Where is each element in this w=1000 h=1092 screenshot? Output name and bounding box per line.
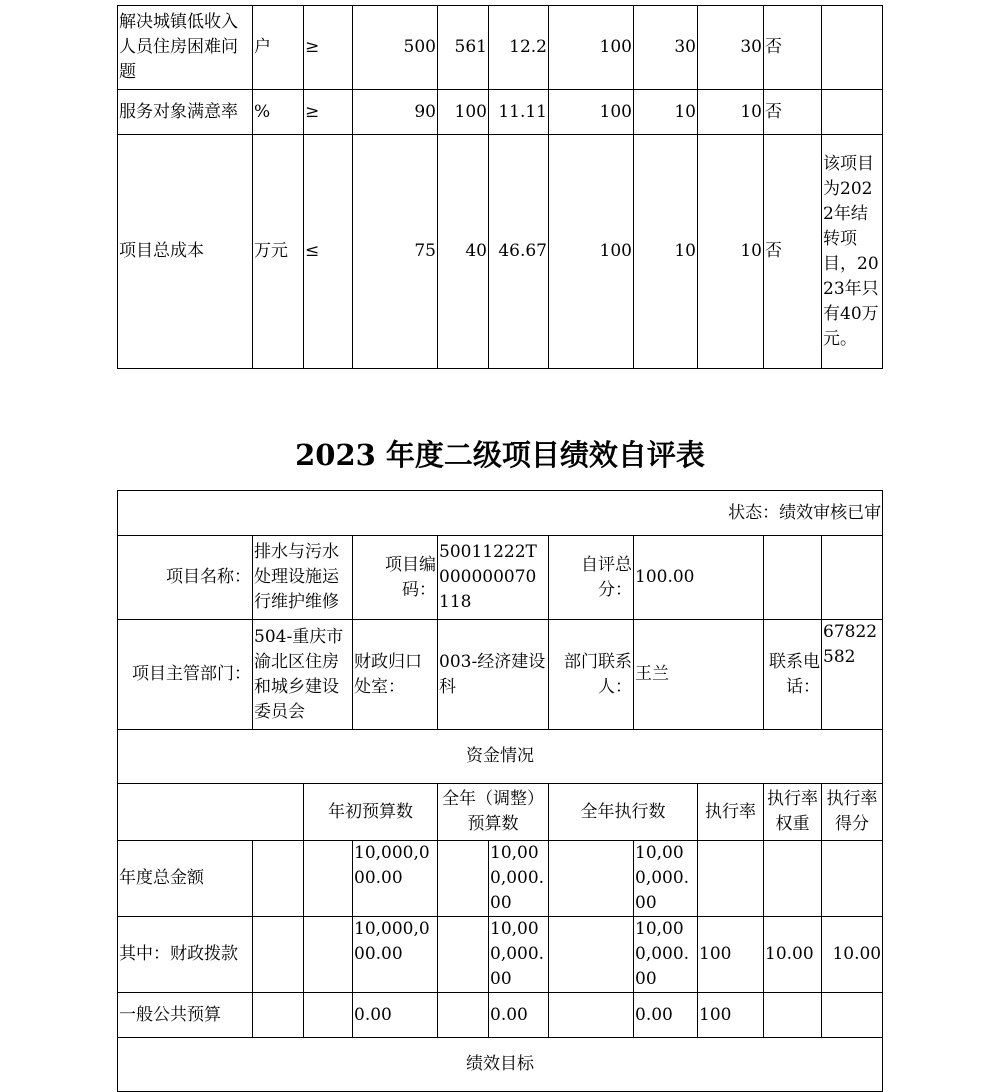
finance-office: 003-经济建设科 — [438, 620, 549, 730]
empty-cell — [253, 917, 304, 993]
document-title: 2023 年度二级项目绩效自评表 — [295, 438, 705, 472]
status-text: 状态：绩效审核已审 — [118, 491, 883, 536]
initial-budget: 10,000,000.00 — [353, 917, 438, 993]
indicator-name: 服务对象满意率 — [118, 90, 253, 135]
indicator-weight: 30 — [634, 6, 698, 90]
indicator-weight: 10 — [634, 135, 698, 369]
funds-row-label: 其中：财政拨款 — [118, 917, 253, 993]
phone-number: 67822582 — [822, 620, 883, 730]
table-row — [118, 6, 883, 90]
table-row — [118, 917, 883, 993]
execution-rate — [698, 841, 764, 917]
col-initial-budget: 年初预算数 — [304, 784, 438, 841]
department-row — [118, 620, 883, 730]
initial-budget: 10,000,000.00 — [353, 841, 438, 917]
indicator-actual: 40 — [438, 135, 489, 369]
indicator-score: 30 — [698, 6, 764, 90]
indicator-note: 该项目为2022年结转项目，2023年只有40万元。 — [822, 135, 883, 369]
empty-cell — [438, 917, 489, 993]
indicator-value: 100 — [549, 90, 634, 135]
indicator-value: 46.67 — [489, 135, 549, 369]
rate-score — [822, 841, 883, 917]
indicator-unit: 户 — [253, 6, 304, 90]
adjusted-budget: 10,000,000.00 — [489, 917, 549, 993]
department-label: 项目主管部门： — [118, 620, 253, 730]
indicator-table-continued — [117, 5, 883, 369]
empty-cell — [438, 841, 489, 917]
indicator-flag: 否 — [764, 6, 822, 90]
project-name-label: 项目名称： — [118, 536, 253, 620]
empty-cell — [253, 993, 304, 1038]
funds-heading-row — [118, 730, 883, 784]
performance-evaluation-table — [117, 490, 883, 1092]
indicator-value: 100 — [549, 135, 634, 369]
indicator-target: 90 — [353, 90, 438, 135]
indicator-score: 10 — [698, 90, 764, 135]
empty-cell — [304, 993, 353, 1038]
phone-label: 联系电话： — [764, 620, 822, 730]
col-rate-weight: 执行率权重 — [764, 784, 822, 841]
col-adjusted-budget: 全年（调整）预算数 — [438, 784, 549, 841]
col-executed: 全年执行数 — [549, 784, 698, 841]
project-code-label: 项目编码： — [353, 536, 438, 620]
empty-cell — [304, 841, 353, 917]
project-code: 50011222T000000070118 — [438, 536, 549, 620]
indicator-weight: 10 — [634, 90, 698, 135]
indicator-value: 11.11 — [489, 90, 549, 135]
indicator-value: 12.2 — [489, 6, 549, 90]
rate-weight — [764, 993, 822, 1038]
funds-row-label: 年度总金额 — [118, 841, 253, 917]
self-score: 100.00 — [634, 536, 764, 620]
indicator-operator: ≤ — [304, 135, 353, 369]
table-row — [118, 993, 883, 1038]
indicator-target: 500 — [353, 6, 438, 90]
empty-cell — [118, 784, 304, 841]
indicator-unit: % — [253, 90, 304, 135]
self-score-label: 自评总分： — [549, 536, 634, 620]
goals-heading: 绩效目标 — [118, 1038, 883, 1092]
empty-cell — [438, 993, 489, 1038]
contact-person: 王兰 — [634, 620, 764, 730]
indicator-name: 解决城镇低收入人员住房困难问题 — [118, 6, 253, 90]
empty-cell — [304, 917, 353, 993]
indicator-flag: 否 — [764, 135, 822, 369]
table-row — [118, 135, 883, 369]
indicator-operator: ≥ — [304, 90, 353, 135]
executed-amount: 0.00 — [634, 993, 698, 1038]
department: 504-重庆市渝北区住房和城乡建设委员会 — [253, 620, 353, 730]
indicator-actual: 100 — [438, 90, 489, 135]
table-row — [118, 841, 883, 917]
initial-budget: 0.00 — [353, 993, 438, 1038]
empty-cell — [549, 917, 634, 993]
empty-cell — [549, 993, 634, 1038]
adjusted-budget: 10,000,000.00 — [489, 841, 549, 917]
funds-row-label: 一般公共预算 — [118, 993, 253, 1038]
empty-cell — [764, 536, 822, 620]
rate-weight — [764, 841, 822, 917]
execution-rate: 100 — [698, 993, 764, 1038]
table-row — [118, 90, 883, 135]
indicator-unit: 万元 — [253, 135, 304, 369]
status-row — [118, 491, 883, 536]
project-name: 排水与污水处理设施运行维护维修 — [253, 536, 353, 620]
indicator-score: 10 — [698, 135, 764, 369]
indicator-flag: 否 — [764, 90, 822, 135]
col-rate-score: 执行率得分 — [822, 784, 883, 841]
goals-heading-row — [118, 1038, 883, 1092]
contact-label: 部门联系人： — [549, 620, 634, 730]
funds-header-row — [118, 784, 883, 841]
rate-weight: 10.00 — [764, 917, 822, 993]
finance-office-label: 财政归口处室： — [353, 620, 438, 730]
project-info-row — [118, 536, 883, 620]
col-execution-rate: 执行率 — [698, 784, 764, 841]
rate-score: 10.00 — [822, 917, 883, 993]
indicator-value: 100 — [549, 6, 634, 90]
empty-cell — [253, 841, 304, 917]
funds-heading: 资金情况 — [118, 730, 883, 784]
indicator-operator: ≥ — [304, 6, 353, 90]
executed-amount: 10,000,000.00 — [634, 841, 698, 917]
indicator-target: 75 — [353, 135, 438, 369]
rate-score — [822, 993, 883, 1038]
executed-amount: 10,000,000.00 — [634, 917, 698, 993]
empty-cell — [549, 841, 634, 917]
execution-rate: 100 — [698, 917, 764, 993]
indicator-name: 项目总成本 — [118, 135, 253, 369]
empty-cell — [822, 536, 883, 620]
adjusted-budget: 0.00 — [489, 993, 549, 1038]
indicator-actual: 561 — [438, 6, 489, 90]
indicator-note — [822, 90, 883, 135]
indicator-note — [822, 6, 883, 90]
